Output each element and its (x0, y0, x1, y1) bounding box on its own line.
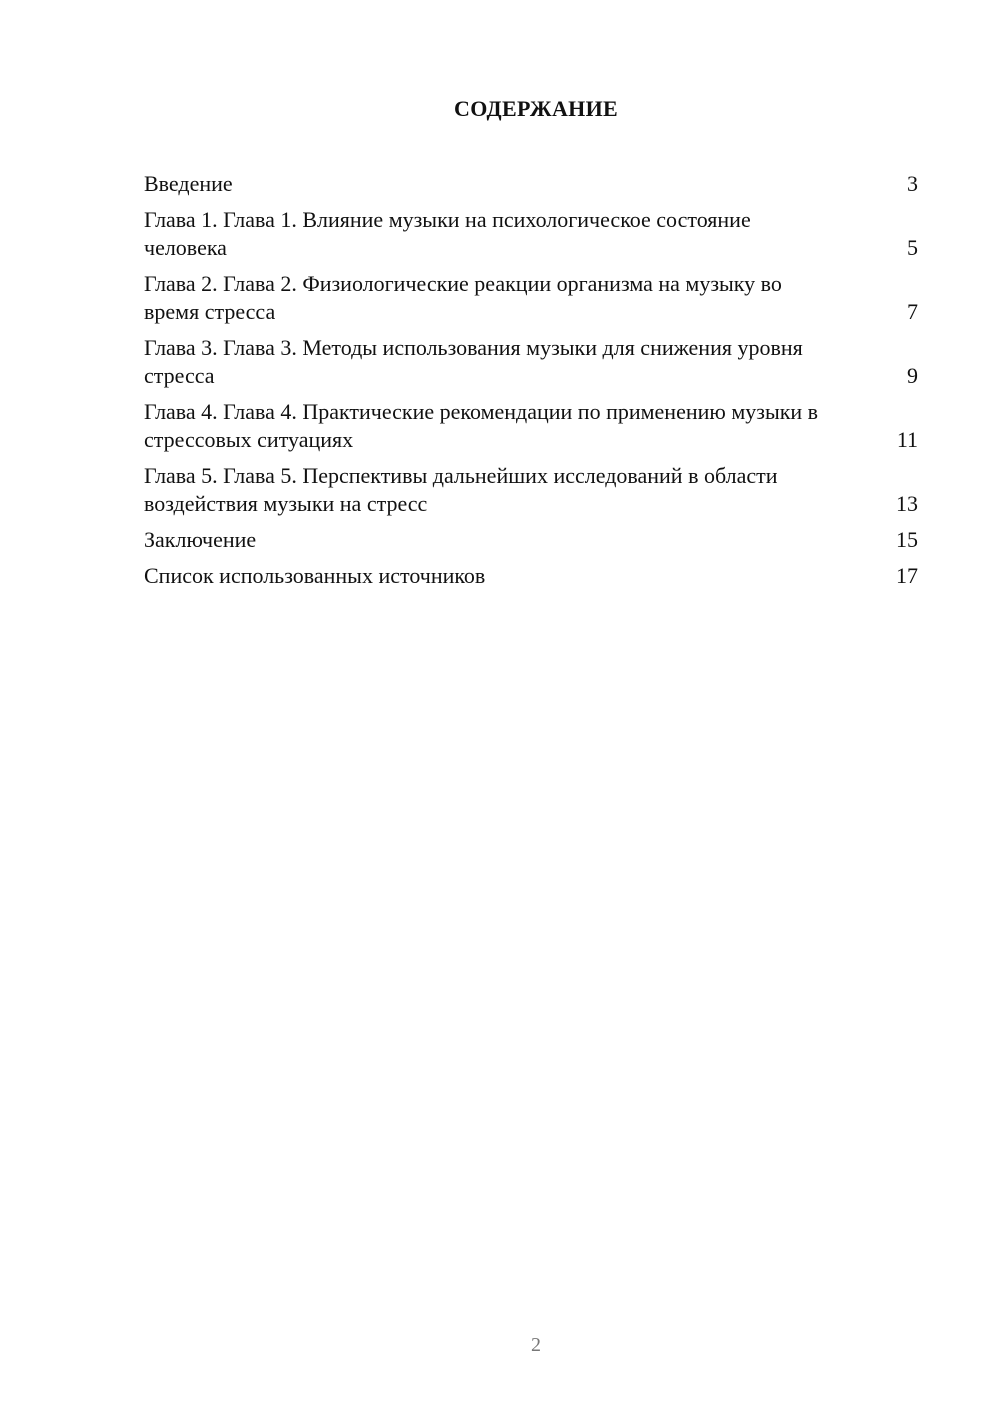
toc-entry-page: 9 (907, 363, 918, 388)
toc-entry-title: Список использованных источников (144, 563, 486, 588)
toc-entry-introduction (144, 170, 918, 198)
page-title: СОДЕРЖАНИЕ (454, 96, 618, 121)
toc-entry-page: 13 (896, 491, 918, 516)
toc-entry-title: Введение (144, 171, 233, 196)
toc-entry-chapter-1 (144, 206, 918, 262)
toc-entry-page: 5 (907, 235, 918, 260)
toc-entry-page: 17 (896, 563, 918, 588)
toc-entry-title: Глава 5. Глава 5. Перспективы дальнейших исследований в области воздействия музыки на стресс (144, 463, 778, 516)
toc-entry-title: Глава 1. Глава 1. Влияние музыки на психологическое состояние человека (144, 207, 751, 260)
toc-entry-conclusion (144, 526, 918, 554)
toc-entry-title: Заключение (144, 527, 257, 552)
toc-entry-title: Глава 3. Глава 3. Методы использования музыки для снижения уровня стресса (144, 335, 803, 388)
toc-entry-page: 15 (896, 527, 918, 552)
toc-entry-chapter-3 (144, 334, 918, 390)
toc-entry-title: Глава 4. Глава 4. Практические рекомендации по применению музыки в стрессовых ситуациях (144, 399, 819, 452)
page-number: 2 (531, 1334, 541, 1356)
toc-entry-page: 7 (907, 299, 918, 324)
toc-entry-chapter-4 (144, 398, 918, 454)
toc-entry-chapter-2 (144, 270, 918, 326)
toc-entry-title: Глава 2. Глава 2. Физиологические реакции организма на музыку во время стресса (144, 271, 782, 324)
toc-entry-page: 3 (907, 171, 918, 196)
toc-entry-references (144, 562, 918, 590)
table-of-contents (144, 170, 918, 598)
toc-entry-page: 11 (896, 427, 918, 452)
toc-entry-chapter-5 (144, 462, 918, 518)
